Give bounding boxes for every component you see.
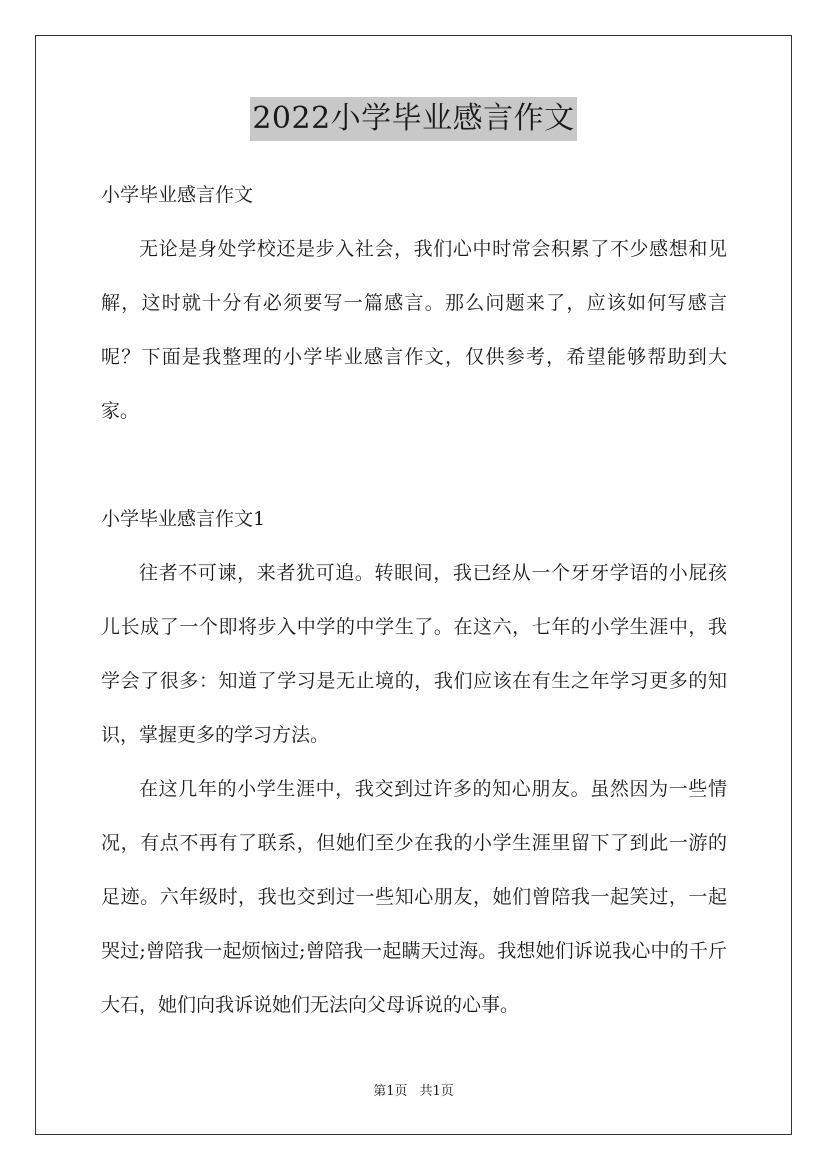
intro-paragraph: 无论是身处学校还是步入社会，我们心中时常会积累了不少感想和见解，这时就十分有必须要写一篇感言。那么问题来了，应该如何写感言呢？下面是我整理的小学毕业感言作文，仅供参考，希望能够帮助到大家。	[101, 238, 727, 422]
essay-heading: 小学毕业感言作文1	[101, 508, 266, 530]
paragraph-spacer	[101, 438, 727, 492]
page-footer	[0, 1083, 827, 1101]
page-number-current: 第1页	[373, 1084, 408, 1099]
page-number-total: 共1页	[419, 1084, 454, 1099]
essay-paragraph-1: 往者不可谏，来者犹可追。转眼间，我已经从一个牙牙学语的小屁孩儿长成了一个即将步入中学的中学生了。在这六，七年的小学生涯中，我学会了很多：知道了学习是无止境的，我们应该在有生之年学习更多的知识，掌握更多的学习方法。	[101, 562, 727, 746]
document-title: 2022小学毕业感言作文	[250, 97, 576, 141]
document-body	[101, 168, 727, 1032]
essay-paragraph-2: 在这几年的小学生涯中，我交到过许多的知心朋友。虽然因为一些情况，有点不再有了联系，但她们至少在我的小学生涯里留下了到此一游的足迹。六年级时，我也交到过一些知心朋友，她们曾陪我一起笑过，一起哭过;曾陪我一起烦恼过;曾陪我一起瞒天过海。我想她们诉说我心中的千斤大石，她们向我诉说她们无法向父母诉说的心事。	[101, 778, 727, 1016]
title-container	[0, 97, 827, 141]
section-heading: 小学毕业感言作文	[101, 184, 254, 206]
